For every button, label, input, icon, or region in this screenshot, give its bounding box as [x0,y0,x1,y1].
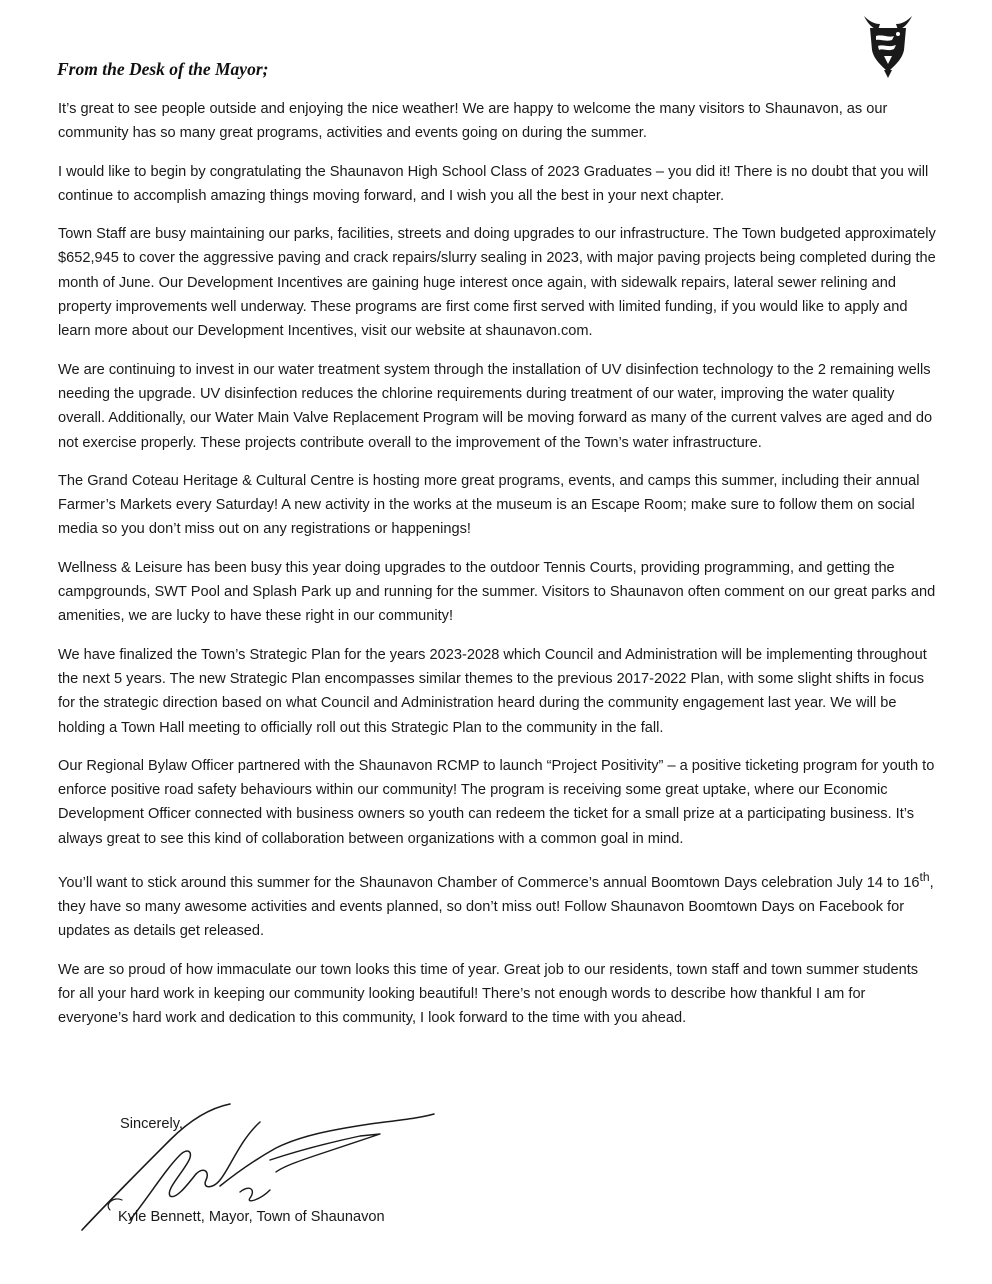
paragraph-strategic-plan: We have finalized the Town’s Strategic Plan for the years 2023-2028 which Council and Administration will be implementing throughout the next 5 years. The new Strategic Plan encompasses similar themes to the previous 2017-2022 Plan, with some slight shifts in focus for the strategic direction based on what Council and Administration heard during the community engagement last year. We will be holding a Town Hall meeting to officially roll out this Strategic Plan to the community in the fall. [58,646,927,736]
boomtown-text-after: , they have so many awesome activities and events planned, so don’t miss out! Follow Shaunavon Boomtown Days on Facebook for updates as details get released. [58,874,934,940]
paragraph-project-positivity: Our Regional Bylaw Officer partnered with the Shaunavon RCMP to launch “Project Positivity” – a positive ticketing program for youth to enforce positive road safety behaviours within our community! The program is receiving some great uptake, where our Economic Development Officer connected with business owners so youth can redeem the ticket for a small prize at a participating business. It’s always great to see this kind of collaboration between organizations with a common goal in mind. [58,757,935,847]
signatory-name: Kyle Bennett, Mayor, Town of Shaunavon [118,1209,385,1225]
town-crest-logo [858,10,918,78]
paragraph-infrastructure: Town Staff are busy maintaining our parks, facilities, streets and doing upgrades to our infrastructure. The Town budgeted approximately $652,945 to cover the aggressive paving and crack repairs/slurry sealing in 2023, with major paving projects being completed during the month of June. Our Development Incentives are gaining huge interest once again, with sidewalk repairs, lateral sewer relining and property improvements well underway. These programs are first come first served with limited funding, if you would like to apply and learn more about our Development Incentives, visit our website at shaunavon.com. [58,226,936,340]
paragraph-graduates: I would like to begin by congratulating the Shaunavon High School Class of 2023 Graduates – you did it! There is no doubt that you will continue to accomplish amazing things moving forward, and I wish you all the best in your next chapter. [58,163,929,204]
paragraph-heritage-centre: The Grand Coteau Heritage & Cultural Centre is hosting more great programs, events, and camps this summer, including their annual Farmer’s Markets every Saturday! A new activity in the works at the museum is an Escape Room; make sure to follow them on social media so you don’t miss out on any registrations or happenings! [58,472,920,538]
paragraph-wellness-leisure: Wellness & Leisure has been busy this year doing upgrades to the outdoor Tennis Courts, providing programming, and getting the campgrounds, SWT Pool and Splash Park up and running for the summer. Visitors to Shaunavon often comment on our great parks and amenities, we are lucky to have these right in our community! [58,559,936,625]
paragraph-thanks: We are so proud of how immaculate our town looks this time of year. Great job to our residents, town staff and town summer students for all your hard work in keeping our community looking beautiful! There’s not enough words to describe how thankful I am for everyone’s hard work and dedication to this community, I look forward to the time with you ahead. [58,961,919,1027]
boomtown-text-before: You’ll want to stick around this summer for the Shaunavon Chamber of Commerce’s annual Boomtown Days celebration July 14 to 16 [58,874,920,891]
paragraph-water-treatment: We are continuing to invest in our water treatment system through the installation of UV disinfection technology to the 2 remaining wells needing the upgrade. UV disinfection reduces the chlorine requirements during treatment of our water, improving the water quality overall. Additionally, our Water Main Valve Replacement Program will be moving forward as many of the current valves are aged and do not exercise properly. These projects contribute overall to the improvement of the Town’s water infrastructure. [58,361,933,451]
paragraph-boomtown-days [58,865,938,944]
letter-heading: From the Desk of the Mayor; [57,59,269,79]
boomtown-ordinal: th [919,870,930,885]
paragraph-welcome: It’s great to see people outside and enjoying the nice weather! We are happy to welcome the many visitors to Shaunavon, as our community has so many great programs, activities and events going on during the summer. [58,101,888,142]
letter-body [58,97,938,1045]
closing-salutation: Sincerely, [120,1116,183,1132]
